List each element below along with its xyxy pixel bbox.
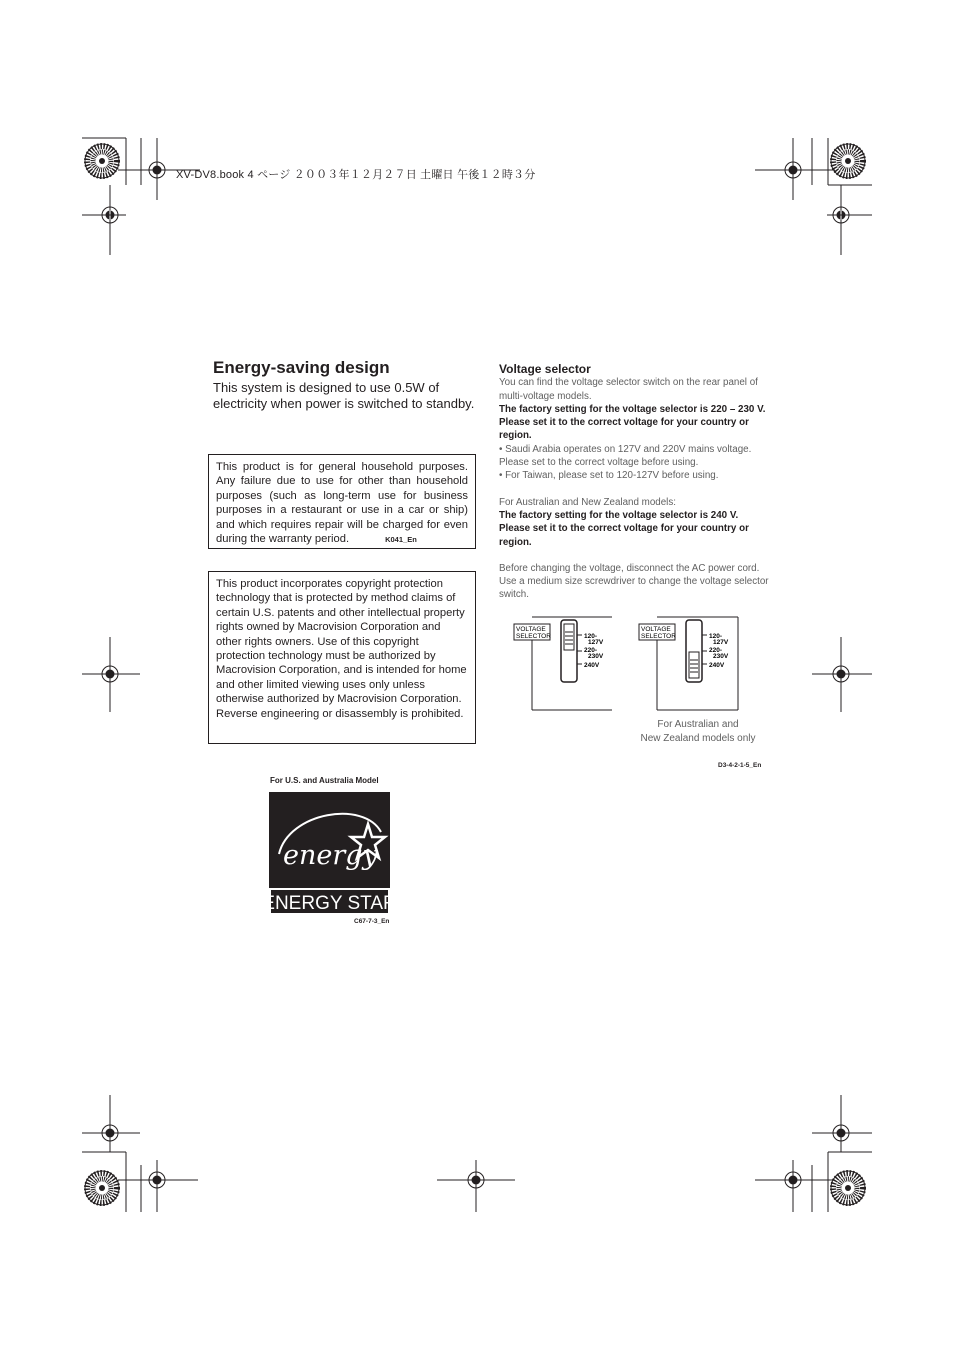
voltage-bullet-1: • Saudi Arabia operates on 127V and 220V mains voltage. Please set to the correct voltage before using.	[499, 443, 752, 469]
energy-logo-script: energy	[283, 840, 378, 871]
voltage-diagram-standard	[514, 617, 612, 710]
opt2-120-a: 120-	[709, 633, 723, 640]
voltage-diagram-australia	[639, 617, 738, 710]
household-notice-text: This product is for general household purposes. Any failure due to use for other than household purposes (such as long-term use for business purposes in a restaurant or use in a car or ship) and which requires repair will be charged for even during the warranty period.	[216, 461, 468, 546]
opt-220-b: 230V	[588, 653, 604, 660]
opt-120-b: 127V	[588, 639, 604, 646]
household-notice-code: K041_En	[385, 535, 417, 545]
voltage-selector-diagrams	[510, 612, 770, 714]
opt2-240: 240V	[709, 662, 725, 669]
voltage-label-2a: VOLTAGE	[641, 626, 671, 633]
opt-240: 240V	[584, 662, 600, 669]
voltage-label-1b: SELECTOR	[516, 633, 551, 640]
copyright-notice-box	[208, 571, 476, 744]
diagram-caption	[630, 718, 766, 746]
energy-code: C67-7-3_En	[354, 918, 390, 925]
household-notice-box	[208, 454, 476, 549]
opt2-220-b: 230V	[713, 653, 729, 660]
voltage-section	[499, 363, 769, 602]
opt-220-a: 220-	[584, 647, 598, 654]
energy-star-logo-art	[262, 792, 397, 915]
energy-star-logo	[262, 792, 397, 915]
energy-star-wordmark: ENERGY STAR	[262, 893, 397, 914]
voltage-label-2b: SELECTOR	[641, 633, 676, 640]
energy-model-label: For U.S. and Australia Model	[270, 776, 379, 785]
voltage-heading: Voltage selector	[499, 362, 591, 376]
voltage-p2: For Australian and New Zealand models:	[499, 496, 676, 508]
voltage-p2-bold: The factory setting for the voltage selector is 240 V. Please set it to the correct voltage for your country or region.	[499, 509, 749, 548]
opt-120-a: 120-	[584, 633, 598, 640]
page-title: Energy-saving design	[213, 358, 390, 377]
copyright-notice-text: This product incorporates copyright protection technology that is protected by method claims of certain U.S. patents and other intellectual property rights owned by Macrovision Corporation and other rights owners. Use of this copyright protection technology must be authorized by Macrovision Corporation, and is intended for home and other limited viewing uses only unless otherwise authorized by Macrovision Corporation. Reverse engineering or disassembly is prohibited.	[216, 578, 467, 720]
voltage-code: D3-4-2-1-5_En	[718, 762, 762, 769]
voltage-p1-bold: The factory setting for the voltage selector is 220 – 230 V. Please set it to the correct voltage for your country or region.	[499, 403, 766, 442]
voltage-bullet-2: • For Taiwan, please set to 120-127V before using.	[499, 470, 719, 482]
voltage-label-1a: VOLTAGE	[516, 626, 546, 633]
voltage-p3: Before changing the voltage, disconnect the AC power cord. Use a medium size screwdriver to change the voltage selector switch.	[499, 562, 769, 601]
caption-line-2: New Zealand models only	[640, 733, 756, 744]
print-header: XV-DV8.book 4 ページ ２００３年１２月２７日 土曜日 午後１２時３分	[176, 169, 536, 181]
voltage-p1: You can find the voltage selector switch on the rear panel of multi-voltage models.	[499, 377, 758, 402]
opt2-120-b: 127V	[713, 639, 729, 646]
opt2-220-a: 220-	[709, 647, 723, 654]
caption-line-1: For Australian and	[657, 719, 739, 730]
intro-paragraph: This system is designed to use 0.5W of electricity when power is switched to standby.	[213, 380, 475, 411]
